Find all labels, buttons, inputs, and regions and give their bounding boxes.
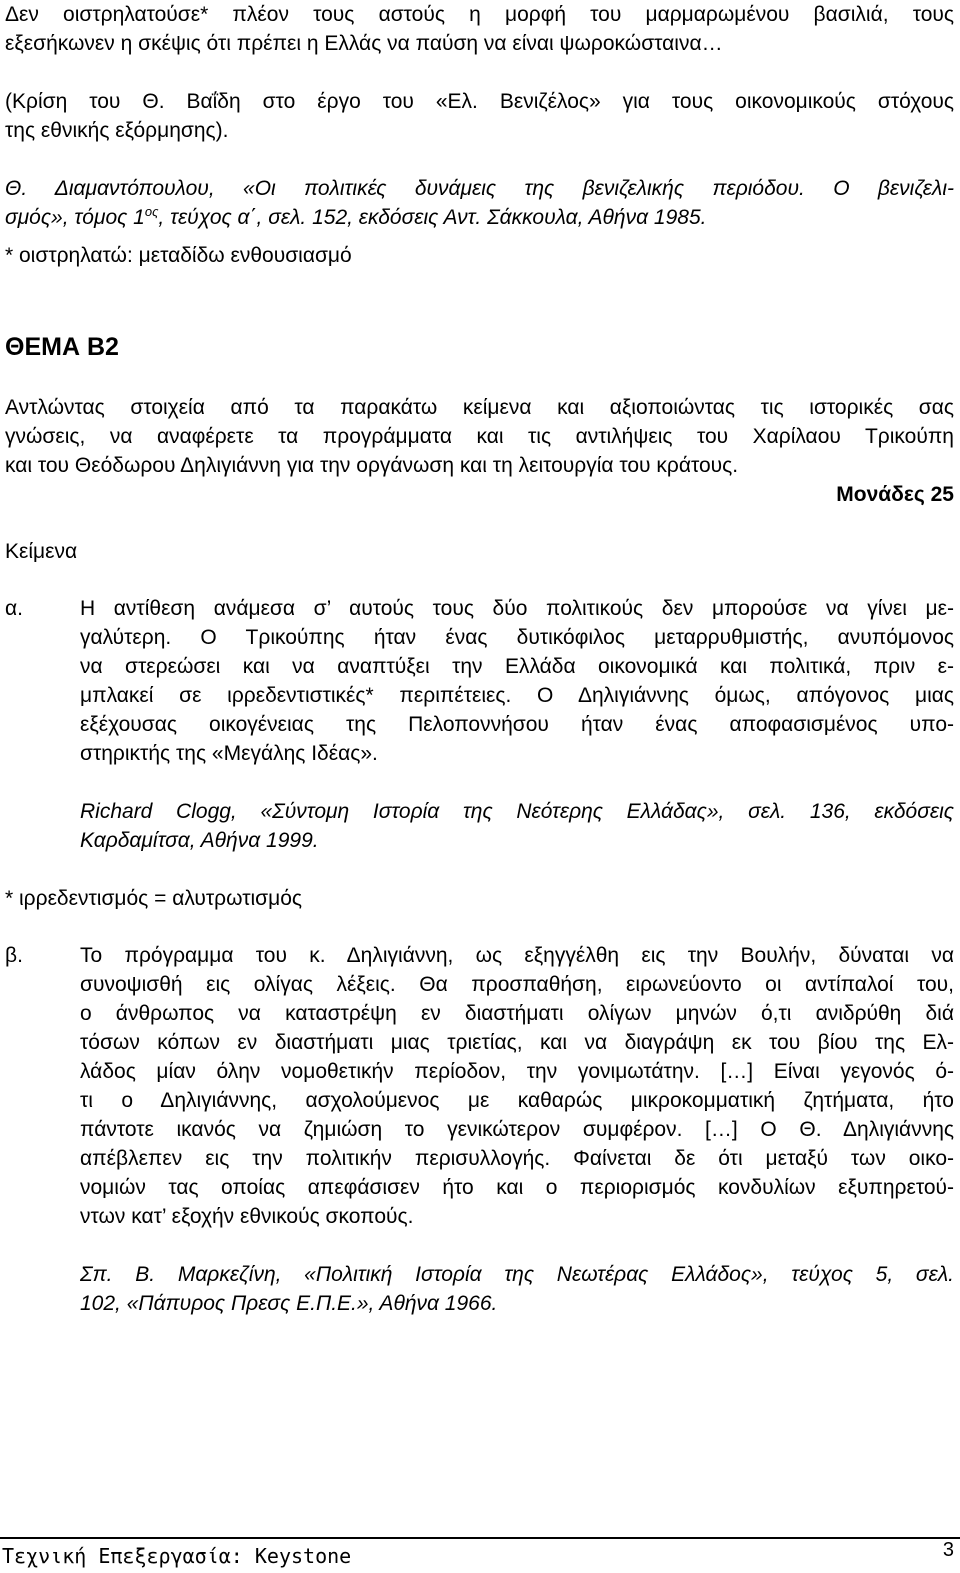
footnote-1-text: * οιστρηλατώ: μεταδίδω ενθουσιασμό (5, 244, 352, 267)
item-a-line: Η αντίθεση ανάμεσα σ’ αυτούς τους δύο πολιτικούς δεν μπορούσε να γίνει με- (80, 597, 954, 620)
citation-1-superscript: ος (144, 204, 159, 219)
footnote-2 (5, 884, 954, 913)
intro-commentary (5, 87, 954, 145)
citation-1-line-2 (5, 203, 954, 232)
item-b-line: πάντοτε ικανός να ζημιώση το γενικώτερον συμφέρον. […] Ο Θ. Δηλιγιάννης (80, 1118, 954, 1141)
citation-1-line-1: Θ. Διαμαντόπουλου, «Οι πολιτικές δυνάμεις της βενιζελικής περιόδου. Ο βενιζελι- (5, 177, 954, 200)
points-label: Μονάδες 25 (836, 483, 954, 506)
item-b-line: τι ο Δηλιγιάννης, ασχολούμενος με καθαρώς μικροκομματική ζητήματα, ήτο (80, 1089, 954, 1112)
citation-1-text-b: , τεύχος α΄, σελ. 152, εκδόσεις Αντ. Σάκκουλα, Αθήνα 1985. (158, 206, 707, 229)
item-b-source-line-1: Σπ. Β. Μαρκεζίνη, «Πολιτική Ιστορία της Νεωτέρας Ελλάδος», τεύχος 5, σελ. (80, 1263, 954, 1286)
item-b-line: ο άνθρωπος να καταστρέψη εν διαστήματι ολίγων μηνών ό,τι ανιδρύθη διά (80, 1002, 954, 1025)
item-a-line: γαλύτερη. Ο Τρικούπης ήταν ένας δυτικόφιλος μεταρρυθμιστής, ανυπόμονος (80, 626, 954, 649)
commentary-line-2: της εθνικής εξόρμησης). (5, 119, 229, 142)
page-number: 3 (942, 1539, 954, 1561)
intro-line-2: εξεσήκωνεν η σκέψις ότι πρέπει η Ελλάς να παύση να είναι ψωροκώσταινα… (5, 32, 723, 55)
citation-1-text-a: σμός», τόμος 1 (5, 206, 145, 229)
item-a-source-line-1: Richard Clogg, «Σύντομη Ιστορία της Νεότερης Ελλάδας», σελ. 136, εκδόσεις (80, 800, 954, 823)
item-b-label: β. (5, 944, 23, 967)
item-a-label: α. (5, 597, 23, 620)
item-a-line: να στερεώσει και να αναπτύξει την Ελλάδα οικονομικά και πολιτικά, πριν ε- (80, 655, 954, 678)
item-b-text (80, 941, 954, 1231)
item-b-line: απέβλεπεν εις την πολιτικήν περισυλλογής. Φαίνεται δε ότι μεταξύ των οικο- (80, 1147, 954, 1170)
commentary-line-1: (Κρίση του Θ. Βαΐδη στο έργο του «Ελ. Βενιζέλος» για τους οικονομικούς στόχους (5, 90, 954, 113)
intro-line-1: Δεν οιστρηλατούσε* πλέον τους αστούς η μορφή του μαρμαρωμένου βασιλιά, τους (5, 3, 954, 26)
item-b-source-line-2: 102, «Πάπυρος Πρεσς Ε.Π.Ε.», Αθήνα 1966. (80, 1292, 498, 1315)
item-b-line: λάδος μίαν όλην νομοθετικήν περίοδον, την γονιμωτάτην. […] Είναι γεγονός ό- (80, 1060, 954, 1083)
prompt-line-2: γνώσεις, να αναφέρετε τα προγράμματα και τις αντιλήψεις του Χαρίλαου Τρικούπη (5, 425, 954, 448)
item-a-line: στηρικτής της «Μεγάλης Ιδέας». (80, 742, 378, 765)
footer-credit: Τεχνική Επεξεργασία: Keystone (2, 1544, 352, 1568)
texts-heading-label: Κείμενα (5, 540, 78, 563)
item-b-line: συνοψισθή εις ολίγας λέξεις. Θα προσπαθήση, ειρωνεύοντο οι αντίπαλοί του, (80, 973, 954, 996)
item-b-line: ντων κατ’ εξοχήν εθνικούς σκοπούς. (80, 1205, 414, 1228)
theme-heading (5, 330, 954, 364)
theme-prompt (5, 393, 954, 509)
intro-quote (5, 0, 954, 58)
item-b-line: νομιών τας οποίας απεφάσισεν ήτο και ο περιορισμός κονδυλίων εξυπηρετού- (80, 1176, 954, 1199)
item-b-source (80, 1260, 954, 1318)
footnote-1 (5, 241, 954, 270)
item-b-line: τόσων κόπων εν διαστήματι μιας τριετίας, και να διαγράψη εκ του βίου της Ελ- (80, 1031, 954, 1054)
item-a-line: μπλακεί σε ιρρεδεντιστικές* περιπέτειες. Ο Δηλιγιάννης όμως, απόγονος μιας (80, 684, 954, 707)
theme-title: ΘΕΜΑ Β2 (5, 333, 119, 361)
item-b-line: Το πρόγραμμα του κ. Δηλιγιάννη, ως εξηγγέλθη εις την Βουλήν, δύναται να (80, 944, 954, 967)
footnote-2-text: * ιρρεδεντισμός = αλυτρωτισμός (5, 887, 303, 910)
footer-divider (0, 1537, 960, 1539)
item-a-text (80, 594, 954, 768)
texts-heading (5, 537, 954, 566)
item-a-source-line-2: Καρδαμίτσα, Αθήνα 1999. (80, 829, 319, 852)
item-a-source (80, 797, 954, 855)
prompt-line-1: Αντλώντας στοιχεία από τα παρακάτω κείμενα και αξιοποιώντας τις ιστορικές σας (5, 396, 954, 419)
item-a-line: εξέχουσας οικογένειας της Πελοποννήσου ήταν ένας αποφασισμένος υπο- (80, 713, 954, 736)
source-citation-1 (5, 174, 954, 232)
prompt-line-3: και του Θεόδωρου Δηλιγιάννη για την οργάνωση και τη λειτουργία του κράτους. (5, 454, 739, 477)
